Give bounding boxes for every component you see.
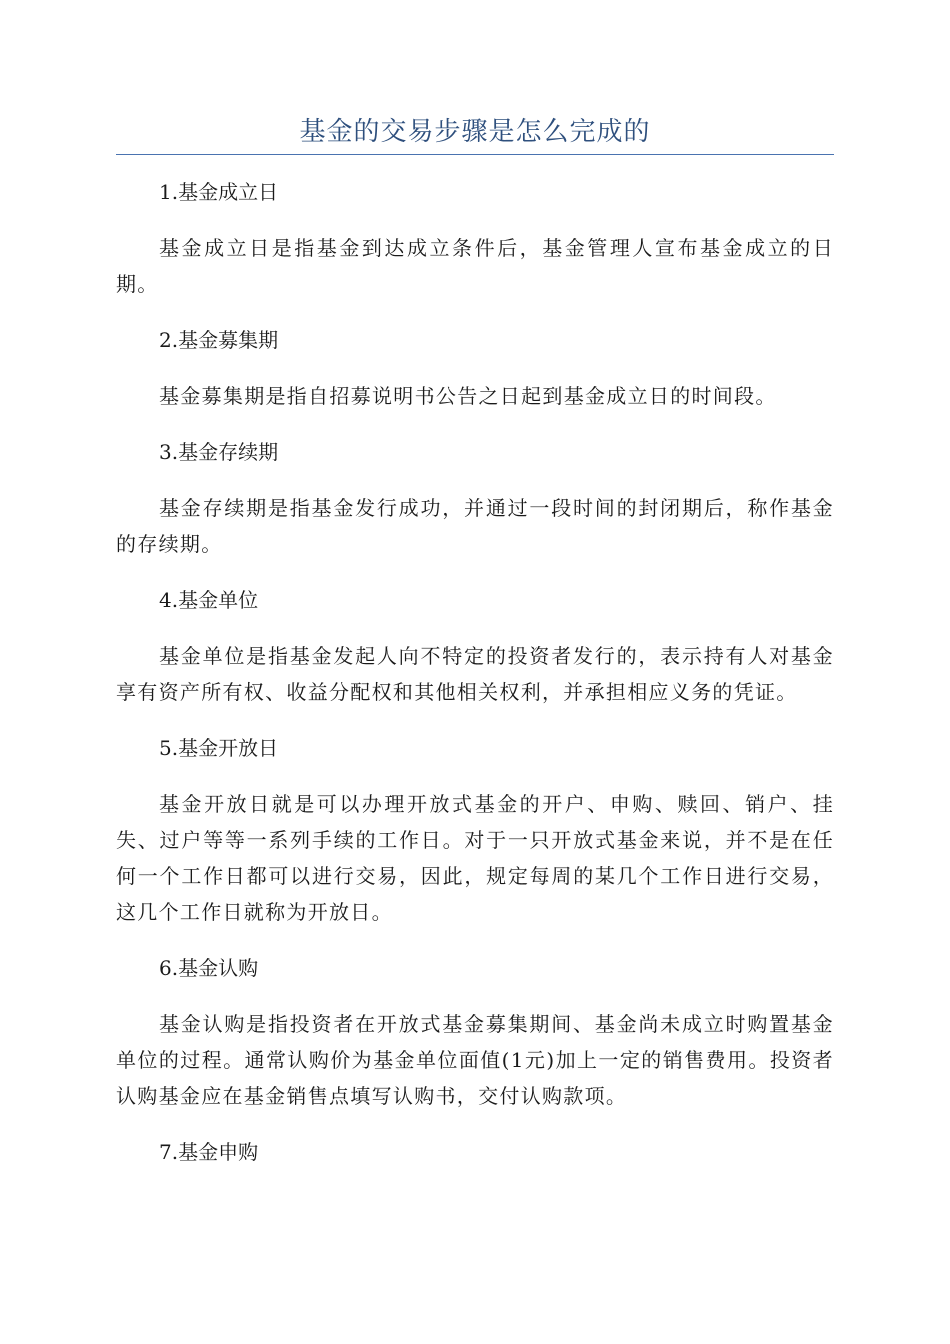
section-heading: 5.基金开放日: [159, 736, 279, 760]
section-heading: 3.基金存续期: [159, 440, 279, 464]
section-heading: 4.基金单位: [159, 588, 259, 612]
section-paragraph: 基金成立日是指基金到达成立条件后，基金管理人宣布基金成立的日期。: [116, 236, 834, 296]
section-paragraph: 基金单位是指基金发起人向不特定的投资者发行的，表示持有人对基金享有资产所有权、收益分配权和其他相关权利，并承担相应义务的凭证。: [116, 644, 834, 704]
document-title: 基金的交易步骤是怎么完成的: [299, 117, 651, 147]
section-heading: 6.基金认购: [159, 956, 259, 980]
section-heading: 2.基金募集期: [159, 328, 279, 352]
section-paragraph: 基金认购是指投资者在开放式基金募集期间、基金尚未成立时购置基金单位的过程。通常认购价为基金单位面值(1元)加上一定的销售费用。投资者认购基金应在基金销售点填写认购书，交付认购款项。: [116, 1012, 834, 1108]
document-body: [116, 174, 834, 1190]
section-heading: 1.基金成立日: [159, 180, 279, 204]
section-paragraph: 基金开放日就是可以办理开放式基金的开户、申购、赎回、销户、挂失、过户等等一系列手续的工作日。对于一只开放式基金来说，并不是在任何一个工作日都可以进行交易，因此，规定每周的某几个工作日进行交易，这几个工作日就称为开放日。: [116, 792, 834, 924]
section-paragraph: 基金存续期是指基金发行成功，并通过一段时间的封闭期后，称作基金的存续期。: [116, 496, 834, 556]
title-underline: [116, 154, 834, 155]
section-heading: 7.基金申购: [159, 1140, 259, 1164]
section-paragraph: 基金募集期是指自招募说明书公告之日起到基金成立日的时间段。: [159, 384, 777, 408]
